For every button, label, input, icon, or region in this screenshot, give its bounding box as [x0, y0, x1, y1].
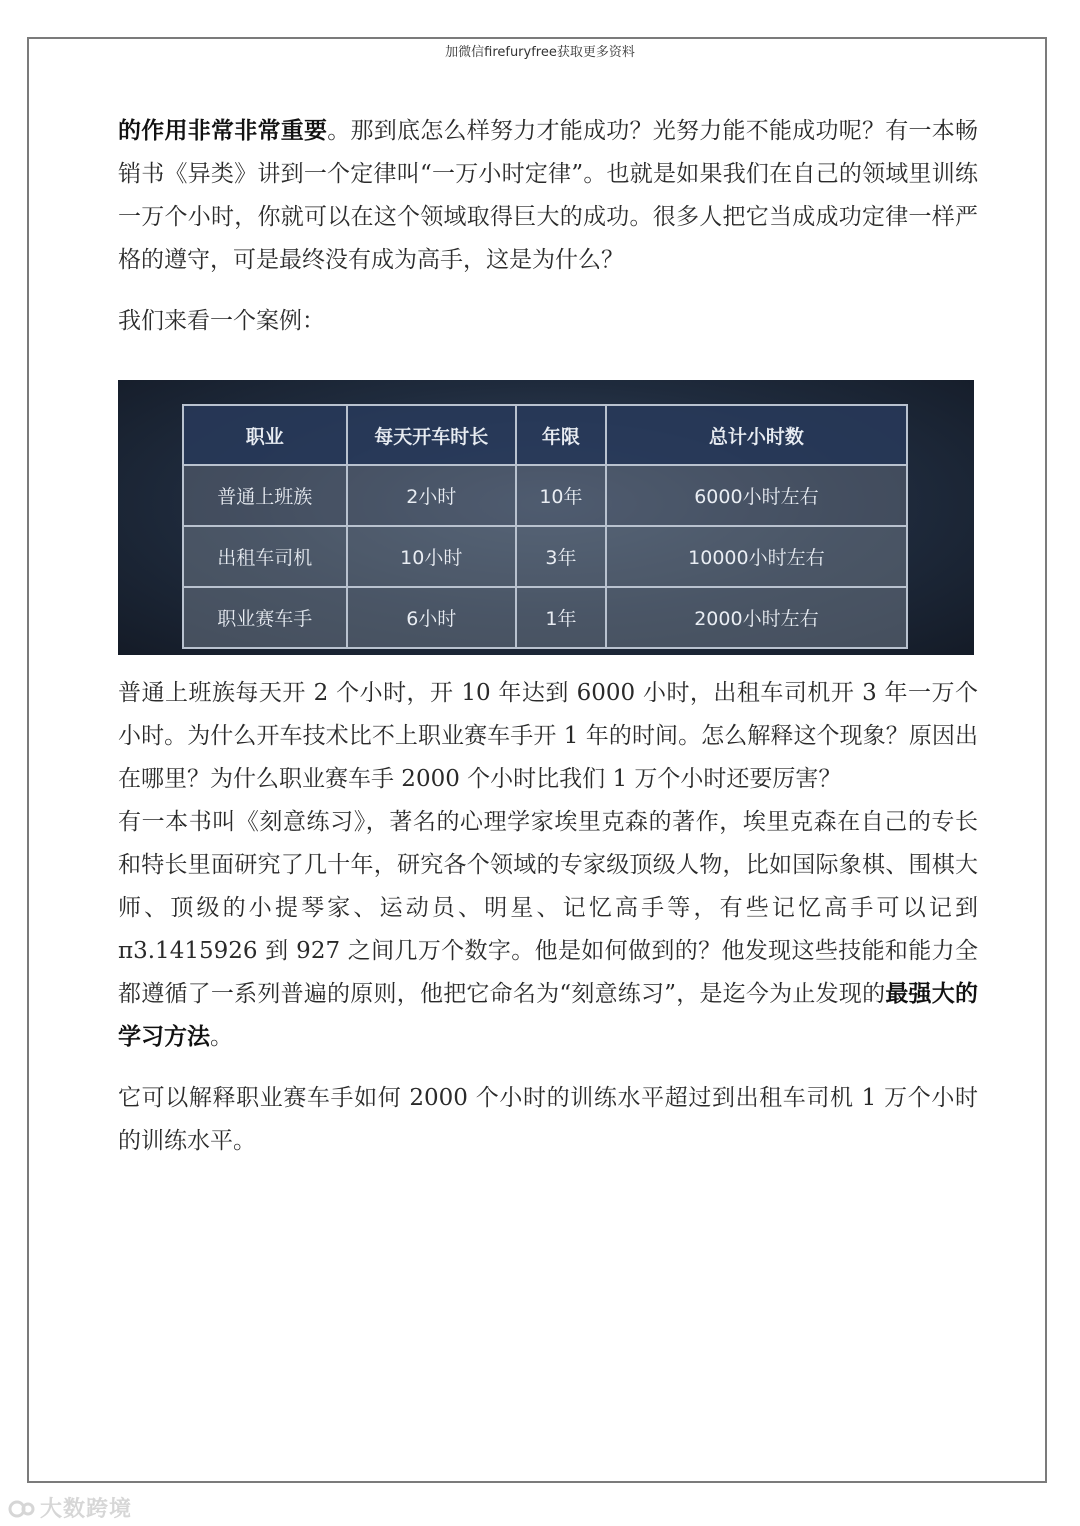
watermark — [8, 1492, 132, 1523]
table-cell: 1年 — [516, 587, 606, 648]
table-cell: 10年 — [516, 465, 606, 526]
body-section-1 — [118, 110, 978, 343]
table-figure — [118, 380, 974, 655]
logo-icon — [8, 1498, 36, 1520]
page-header: 加微信firefuryfree获取更多资料 — [445, 45, 635, 60]
paragraph-case-intro: 我们来看一个案例： — [118, 308, 325, 334]
table-header-cell: 职业 — [183, 405, 347, 465]
table-cell: 6000小时左右 — [606, 465, 907, 526]
bold-phrase: 最强大的学习方法 — [118, 981, 978, 1050]
table-cell: 10小时 — [347, 526, 517, 587]
table-cell: 6小时 — [347, 587, 517, 648]
table-cell: 2000小时左右 — [606, 587, 907, 648]
paragraph-intro — [118, 110, 978, 282]
table-cell: 出租车司机 — [183, 526, 347, 587]
table-cell: 职业赛车手 — [183, 587, 347, 648]
paragraph-deliberate-practice — [118, 801, 978, 1059]
watermark-text: 大数跨境 — [40, 1497, 133, 1522]
paragraph-conclusion: 它可以解释职业赛车手如何 2000 个小时的训练水平超过到出租车司机 1 万个小时的训练水平。 — [118, 1085, 978, 1154]
table-cell: 3年 — [516, 526, 606, 587]
table-header-cell: 年限 — [516, 405, 606, 465]
bold-phrase: 的作用非常非常重要 — [118, 118, 328, 144]
paragraph-intro-text: 。那到底怎么样努力才能成功？光努力能不能成功呢？有一本畅销书《异类》讲到一个定律叫“一万小时定律”。也就是如果我们在自己的领域里训练一万个小时，你就可以在这个领域取得巨大的成功。很多人把它当成成功定律一样严格的遵守，可是最终没有成为高手，这是为什么？ — [118, 118, 978, 273]
table-cell: 普通上班族 — [183, 465, 347, 526]
table-header-cell: 总计小时数 — [606, 405, 907, 465]
driving-hours-table — [182, 404, 908, 649]
paragraph-comparison: 普通上班族每天开 2 个小时，开 10 年达到 6000 小时，出租车司机开 3 年一万个小时。为什么开车技术比不上职业赛车手开 1 年的时间。怎么解释这个现象？原因出在哪里？为什么职业赛车手 2000 个小时比我们 1 万个小时还要厉害？ — [118, 680, 978, 792]
body-section-2 — [118, 672, 978, 1163]
paragraph-text-end: 。 — [210, 1024, 233, 1050]
table-row — [183, 526, 907, 587]
table-row — [183, 587, 907, 648]
table-header-cell: 每天开车时长 — [347, 405, 517, 465]
table-cell: 10000小时左右 — [606, 526, 907, 587]
paragraph-text: 有一本书叫《刻意练习》，著名的心理学家埃里克森的著作，埃里克森在自己的专长和特长里面研究了几十年，研究各个领域的专家级顶级人物，比如国际象棋、围棋大师、顶级的小提琴家、运动员、明星、记忆高手等，有些记忆高手可以记到π3.1415926 到 927 之间几万个数字。他是如何做到的？他发现这些技能和能力全都遵循了一系列普遍的原则，他把它命名为“刻意练习”，是迄今为止发现的 — [118, 809, 978, 1007]
table-row — [183, 465, 907, 526]
table-cell: 2小时 — [347, 465, 517, 526]
table-header-row — [183, 405, 907, 465]
